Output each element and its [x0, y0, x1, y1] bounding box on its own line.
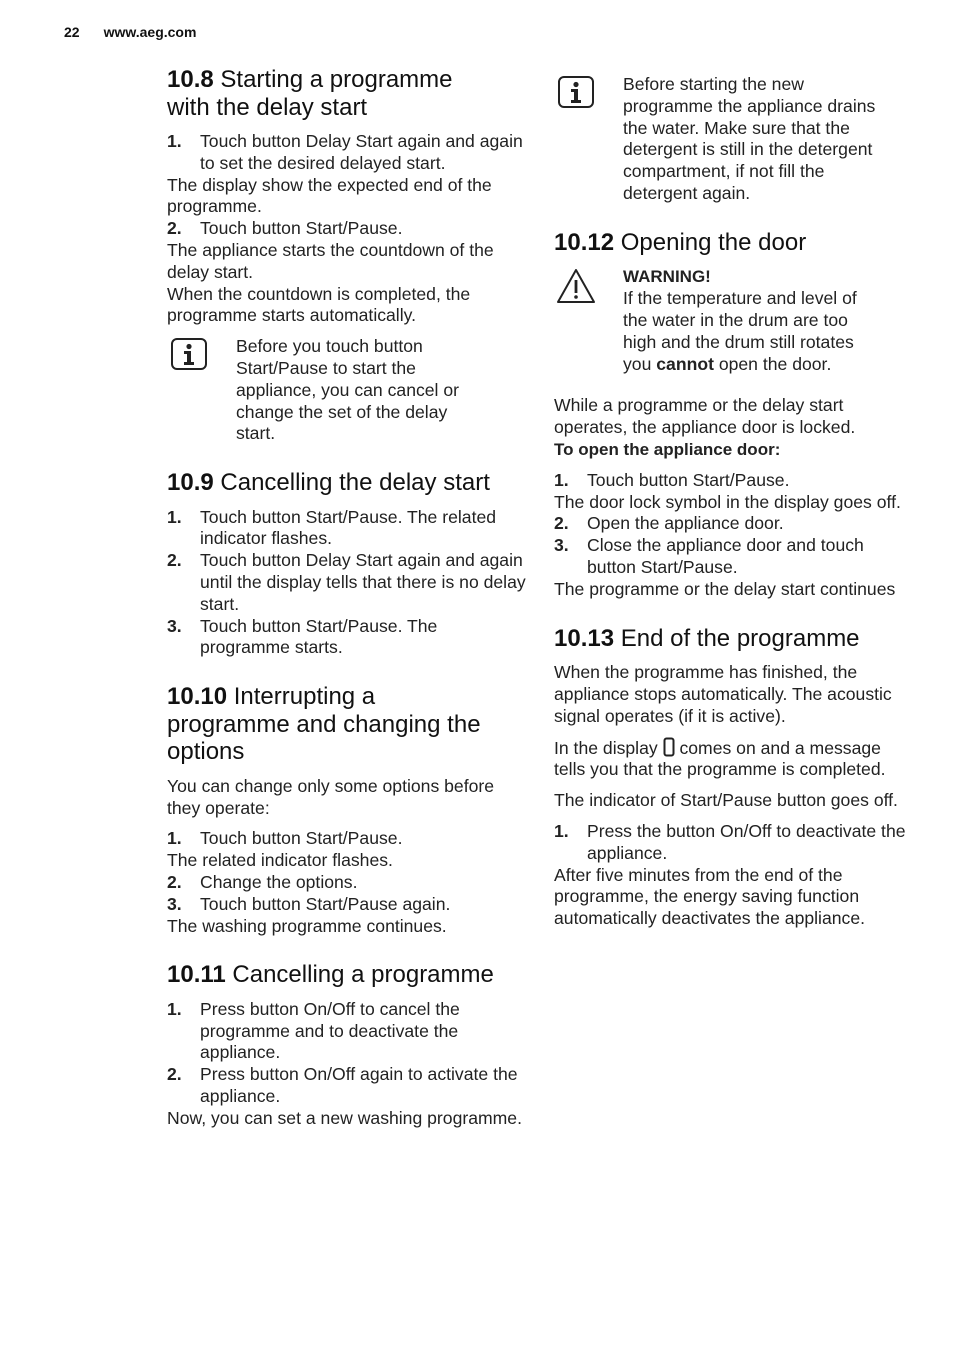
section-10-12-heading: 10.12 Opening the door	[554, 228, 807, 256]
list-item: 2. Press button On/Off again to activate the appliance.	[167, 1064, 518, 1106]
paragraph: The appliance starts the countdown of the delay start.	[167, 239, 494, 282]
list-item: 3. Close the appliance door and touch button Start/Pause.	[554, 535, 864, 578]
warning-triangle-icon	[556, 268, 596, 304]
warning-note	[554, 266, 910, 375]
paragraph: When the countdown is completed, the programme starts automatically.	[167, 283, 471, 326]
list-item: 2. Touch button Start/Pause.	[167, 218, 403, 239]
warning-text: If the temperature and level of the water in the drum are too high and the drum still rotates you cannot open the door.	[623, 288, 857, 374]
list-item: 2. Change the options.	[167, 871, 358, 892]
info-icon	[558, 76, 594, 108]
paragraph: When the programme has finished, the appliance stops automatically. The acoustic signal operates (if it is active).	[554, 662, 892, 726]
paragraph: Now, you can set a new washing programme.	[167, 1107, 522, 1128]
paragraph: The programme or the delay start continues	[554, 578, 896, 599]
website-url: www.aeg.com	[103, 24, 197, 40]
paragraph: The washing programme continues.	[167, 915, 447, 936]
paragraph: The indicator of Start/Pause button goes off.	[554, 790, 898, 811]
info-note: Before you touch button Start/Pause to start the appliance, you can cancel or change the set of the delay start.	[167, 336, 527, 445]
list-item: 1. Press the button On/Off to deactivate the appliance.	[554, 820, 906, 863]
info-icon	[171, 338, 207, 370]
paragraph: The related indicator flashes.	[167, 850, 393, 871]
list-item: 2. Touch button Delay Start again and again until the display tells that there is no delay start.	[167, 550, 526, 614]
info-note: Before starting the new programme the appliance drains the water. Make sure that the detergent is still in the detergent compartment, if not fill the detergent again.	[554, 74, 910, 205]
list-item: 1. Touch button Start/Pause. The related indicator flashes.	[167, 506, 497, 549]
subheading: To open the appliance door:	[554, 440, 781, 460]
page-number: 22	[64, 24, 80, 40]
paragraph: The display show the expected end of the programme.	[167, 174, 492, 217]
page-header	[64, 24, 196, 40]
section-10-10-heading: 10.10 Interrupting a programme and changing the options	[167, 683, 481, 766]
right-column	[554, 74, 910, 930]
paragraph: After five minutes from the end of the programme, the energy saving function automatically deactivates the appliance.	[554, 864, 866, 929]
list-item: 1. Touch button Start/Pause.	[167, 828, 403, 849]
list-item: 3. Touch button Start/Pause again.	[167, 893, 451, 914]
list-item: 1. Touch button Start/Pause.	[554, 469, 790, 490]
section-10-9-heading: 10.9 Cancelling the delay start	[167, 469, 490, 497]
paragraph: You can change only some options before they operate:	[167, 775, 495, 818]
paragraph: While a programme or the delay start operates, the appliance door is locked.	[554, 395, 856, 438]
section-10-11-heading: 10.11 Cancelling a programme	[167, 961, 494, 989]
list-item: 1. Press button On/Off to cancel the programme and to deactivate the appliance.	[167, 998, 460, 1063]
list-item: 3. Touch button Start/Pause. The programme starts.	[167, 615, 438, 658]
section-10-8-heading: 10.8 Starting a programme with the delay start	[167, 66, 453, 121]
list-item: 2. Open the appliance door.	[554, 513, 784, 534]
paragraph: The door lock symbol in the display goes off.	[554, 491, 901, 512]
left-column	[167, 66, 527, 1130]
warning-title: WARNING!	[623, 267, 711, 287]
list-item: 1. Touch button Delay Start again and again to set the desired delayed start.	[167, 131, 523, 173]
display-zero-symbol-icon	[663, 737, 675, 757]
paragraph: In the display comes on and a message tells you that the programme is completed.	[554, 737, 886, 780]
section-10-13-heading: 10.13 End of the programme	[554, 624, 860, 652]
